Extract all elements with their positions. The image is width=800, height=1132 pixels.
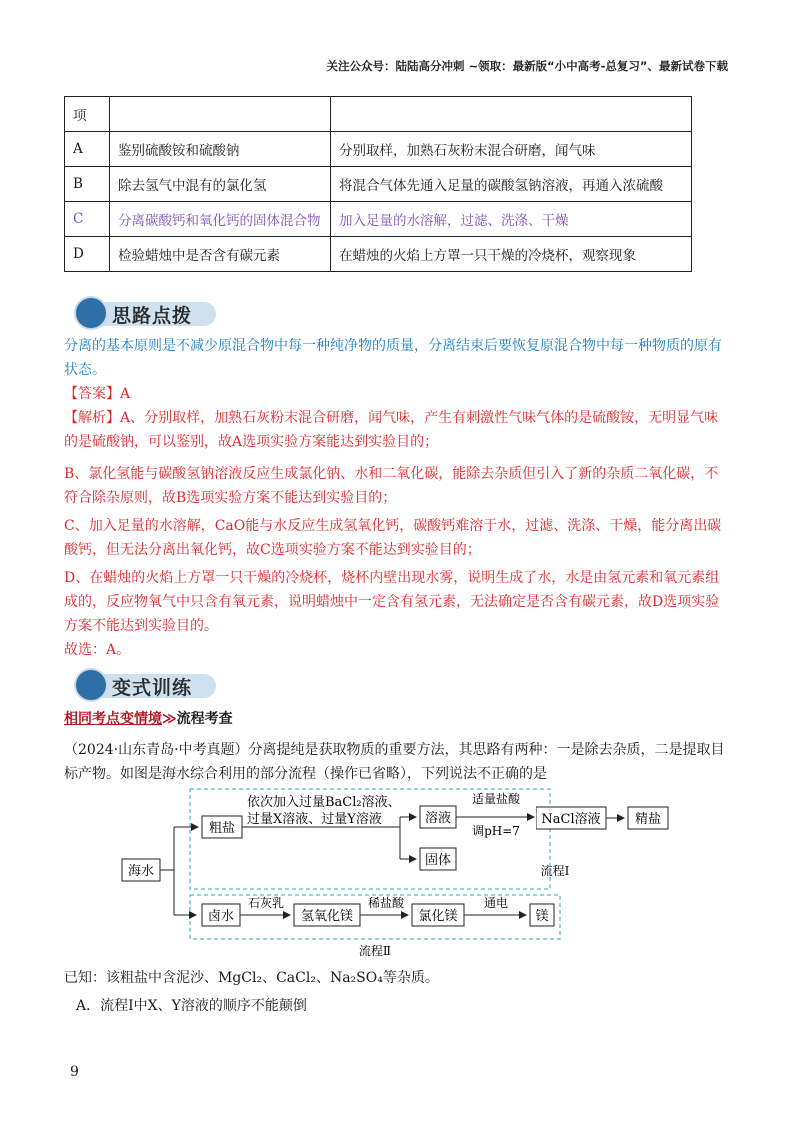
question-text: （2024·山东青岛·中考真题）分离提纯是获取物质的重要方法，其思路有两种：一是除去杂质，二是提取目标产物。如图是海水综合利用的部分流程（操作已省略），下列说法不正确的是 <box>64 742 725 782</box>
conclusion: 故选：A。 <box>64 642 131 658</box>
reagents-line1: 依次加入过量BaCl₂溶液、 <box>247 795 401 810</box>
table-cell: 在蜡烛的火焰上方罩一只干燥的冷烧杯，观察现象 <box>331 237 692 272</box>
refined-salt-label: 精盐 <box>634 812 662 827</box>
table-cell: 分别取样，加熟石灰粉末混合研磨，闻气味 <box>331 132 692 167</box>
variant-topic: 流程考查 <box>176 711 233 727</box>
section-banner-variant <box>74 668 224 702</box>
table-cell <box>331 97 692 132</box>
seawater-label: 海水 <box>127 864 155 879</box>
mgcl2-label: 氯化镁 <box>418 909 458 924</box>
variant-tag: 相同考点变情境 <box>64 711 162 727</box>
page-header: 关注公众号：陆陆高分冲刺 ~领取：最新版“小中高考-总复习”、最新试卷下载 <box>326 59 728 73</box>
table-cell: B <box>65 167 110 202</box>
table-cell: D <box>65 237 110 272</box>
table-cell: 除去氢气中混有的氯化氢 <box>110 167 331 202</box>
analysis-b: B、氯化氢能与碳酸氢钠溶液反应生成氯化钠、水和二氧化碳，能除去杂质但引入了新的杂质二氧化碳，不符合除杂原则，故B选项实验方案不能达到实验目的； <box>64 466 719 506</box>
section-title: 变式训练 <box>112 677 193 699</box>
page-number: 9 <box>70 1064 79 1080</box>
crude-salt-label: 粗盐 <box>208 821 236 836</box>
acid-line1: 适量盐酸 <box>471 792 521 806</box>
process-flow-diagram <box>110 783 570 961</box>
table-cell: 检验蜡烛中是否含有碳元素 <box>110 237 331 272</box>
table-row <box>65 132 692 167</box>
variant-label <box>64 708 233 728</box>
dilute-hcl-label: 稀盐酸 <box>367 896 405 910</box>
flask-icon <box>74 668 108 702</box>
hint-text: 分离的基本原则是不减少原混合物中每一种纯净物的质量，分离结束后要恢复原混合物中每一种物质的原有状态。 <box>64 338 722 378</box>
analysis-a: 【解析】A、分别取样，加熟石灰粉末混合研磨，闻气味，产生有刺激性气味气体的是硫酸铵，无明显气味的是硫酸钠，可以鉴别，故A选项实验方案能达到实验目的； <box>64 410 719 450</box>
solution-label: 溶液 <box>424 811 452 826</box>
table-row-highlighted <box>65 202 692 237</box>
lime-milk-label: 石灰乳 <box>247 896 285 910</box>
electrify-label: 通电 <box>483 896 509 910</box>
table-cell: 项 <box>65 97 110 132</box>
analysis-c: C、加入足量的水溶解，CaO能与水反应生成氢氧化钙，碳酸钙难溶于水，过滤、洗涤、干燥，能分离出碳酸钙，但无法分离出氧化钙，故C选项实验方案不能达到实验目的； <box>64 518 722 558</box>
mgoh2-label: 氢氧化镁 <box>300 909 354 924</box>
flask-icon <box>74 296 108 330</box>
table-cell: 将混合气体先通入足量的碳酸氢钠溶液，再通入浓硫酸 <box>331 167 692 202</box>
table-cell <box>110 97 331 132</box>
table-cell: C <box>65 202 110 237</box>
double-arrow-icon: ≫ <box>162 711 177 727</box>
brine-label: 卤水 <box>207 909 235 924</box>
answer-label: 【答案】A <box>64 386 131 402</box>
mg-label: 镁 <box>535 909 549 924</box>
table-cell: 鉴别硫酸铵和硫酸钠 <box>110 132 331 167</box>
options-table <box>64 96 692 272</box>
table-cell: A <box>65 132 110 167</box>
solid-label: 固体 <box>424 853 452 868</box>
table-row <box>65 97 692 132</box>
reagents-line2: 过量X溶液、过量Y溶液 <box>247 812 382 827</box>
acid-line2: 调pH=7 <box>472 824 520 838</box>
table-row <box>65 237 692 272</box>
table-cell: 加入足量的水溶解，过滤、洗涤、干燥 <box>331 202 692 237</box>
table-cell: 分离碳酸钙和氧化钙的固体混合物 <box>110 202 331 237</box>
table-row <box>65 167 692 202</box>
section-banner-hint <box>74 296 224 330</box>
option-a: A．流程Ⅰ中X、Y溶液的顺序不能颠倒 <box>76 998 307 1014</box>
process1-label: 流程Ⅰ <box>540 864 570 878</box>
analysis-d: D、在蜡烛的火焰上方罩一只干燥的冷烧杯，烧杯内壁出现水雾，说明生成了水，水是由氢元素和氧元素组成的，反应物氧气中只含有氧元素，说明蜡烛中一定含有氢元素，无法确定是否含有碳元素，故D选项实验方案不能达到实验目的。 <box>64 570 720 634</box>
section-title: 思路点拨 <box>112 305 193 327</box>
known-text: 已知：该粗盐中含泥沙、MgCl₂、CaCl₂、Na₂SO₄等杂质。 <box>64 970 439 986</box>
nacl-solution-label: NaCl溶液 <box>541 812 601 827</box>
process2-label: 流程Ⅱ <box>358 944 392 958</box>
process1-tail <box>536 806 726 830</box>
